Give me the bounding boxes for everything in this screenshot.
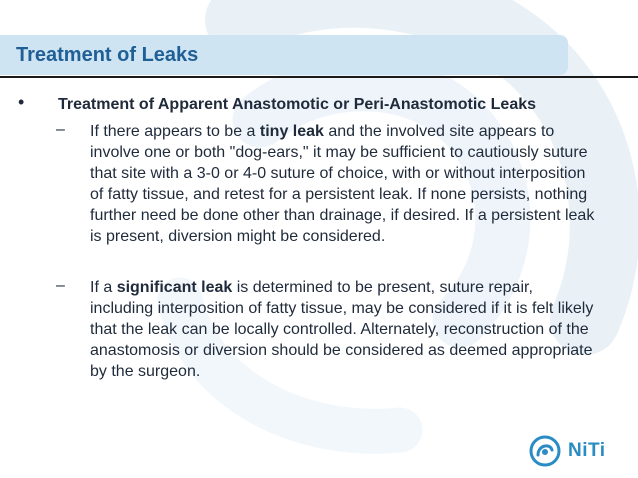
sub-bullet-text: is determined to be present, suture repair, including interposition of fatty tissue, may be considered if it is felt likely that the leak can be locally controlled. Alternately, reconstruction of the anastomosis or diversion should be considered as deemed appropriate by the surgeon. [90,279,594,380]
sub-bullet-significant-leak [90,277,600,382]
niti-swirl-logo-icon [528,433,564,469]
sub-bullet-marker: – [56,277,65,294]
title-divider [0,76,638,78]
logo-text: NiTi [568,440,606,461]
slide-title: Treatment of Leaks [16,44,199,66]
sub-bullet-tiny-leak [90,121,600,247]
niti-logo [528,433,638,469]
sub-bullet-text: If there appears to be a [90,123,260,140]
sub-bullet-marker: – [56,121,65,138]
emphasis-text: significant leak [116,279,233,296]
bullet-marker: • [18,92,25,112]
sub-bullet-text: If a [90,279,117,296]
bullet-heading: Treatment of Apparent Anastomotic or Peri-Anastomotic Leaks [58,96,537,113]
sub-bullet-text: and the involved site appears to involve one or both "dog-ears," it may be sufficient to cautiously suture that site with a 3-0 or 4-0 suture of choice, with or without interposition of fatty tissue, and retest for a persistent leak. If none persists, nothing further need be done other than drainage, if desired. If a persistent leak is present, diversion might be considered. [90,123,595,245]
emphasis-text: tiny leak [259,123,324,140]
